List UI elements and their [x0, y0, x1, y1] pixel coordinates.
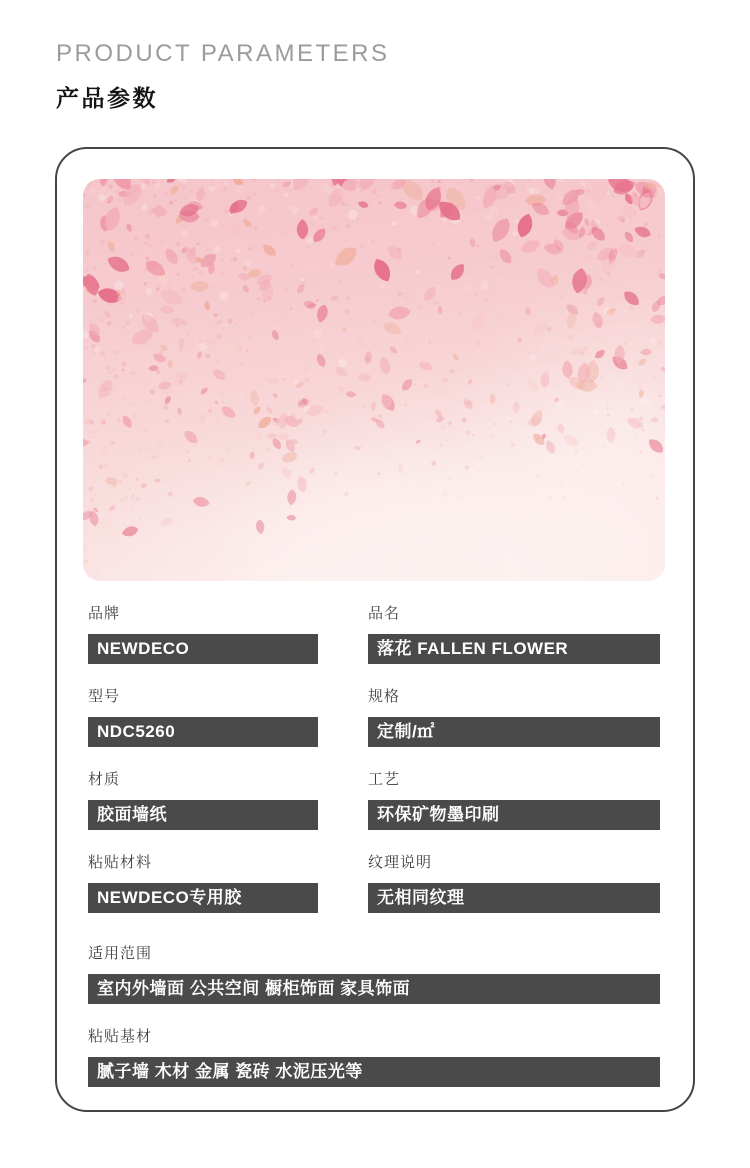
param-value: 无相同纹理	[368, 883, 660, 913]
param-row-5	[88, 945, 660, 1004]
param-label: 纹理说明	[368, 854, 433, 871]
param-label: 品牌	[88, 605, 121, 622]
param-row-2	[88, 688, 660, 747]
param-value: 落花 FALLEN FLOWER	[368, 634, 660, 664]
param-value: 室内外墙面 公共空间 橱柜饰面 家具饰面	[88, 974, 660, 1004]
param-value: NDC5260	[88, 717, 318, 747]
param-product-name	[368, 605, 660, 664]
param-label: 材质	[88, 771, 121, 788]
parameters-list	[88, 605, 660, 1087]
param-texture-note	[368, 854, 660, 913]
param-row-3	[88, 771, 660, 830]
section-title-en: PRODUCT PARAMETERS	[56, 40, 390, 67]
param-row-4	[88, 854, 660, 913]
param-label: 型号	[88, 688, 121, 705]
param-brand	[88, 605, 318, 664]
param-label: 粘贴材料	[88, 854, 153, 871]
param-application-scope	[88, 945, 660, 1004]
param-substrate	[88, 1028, 660, 1087]
param-label: 适用范围	[88, 945, 153, 962]
param-value: 环保矿物墨印刷	[368, 800, 660, 830]
param-label: 工艺	[368, 771, 401, 788]
param-label: 粘贴基材	[88, 1028, 153, 1045]
petal-artwork	[83, 179, 665, 581]
param-value: 腻子墙 木材 金属 瓷砖 水泥压光等	[88, 1057, 660, 1087]
param-label: 品名	[368, 605, 401, 622]
param-adhesive-material	[88, 854, 318, 913]
param-value: 胶面墙纸	[88, 800, 318, 830]
section-header	[56, 40, 389, 113]
param-row-1	[88, 605, 660, 664]
param-craft	[368, 771, 660, 830]
param-value: 定制/㎡	[368, 717, 660, 747]
param-label: 规格	[368, 688, 401, 705]
param-value: NEWDECO	[88, 634, 318, 664]
param-material	[88, 771, 318, 830]
param-row-6	[88, 1028, 660, 1087]
param-model	[88, 688, 318, 747]
param-value: NEWDECO专用胶	[88, 883, 318, 913]
section-title-zh: 产品参数	[56, 85, 158, 111]
product-preview-image	[83, 179, 665, 581]
parameters-card	[55, 147, 695, 1112]
param-specification	[368, 688, 660, 747]
